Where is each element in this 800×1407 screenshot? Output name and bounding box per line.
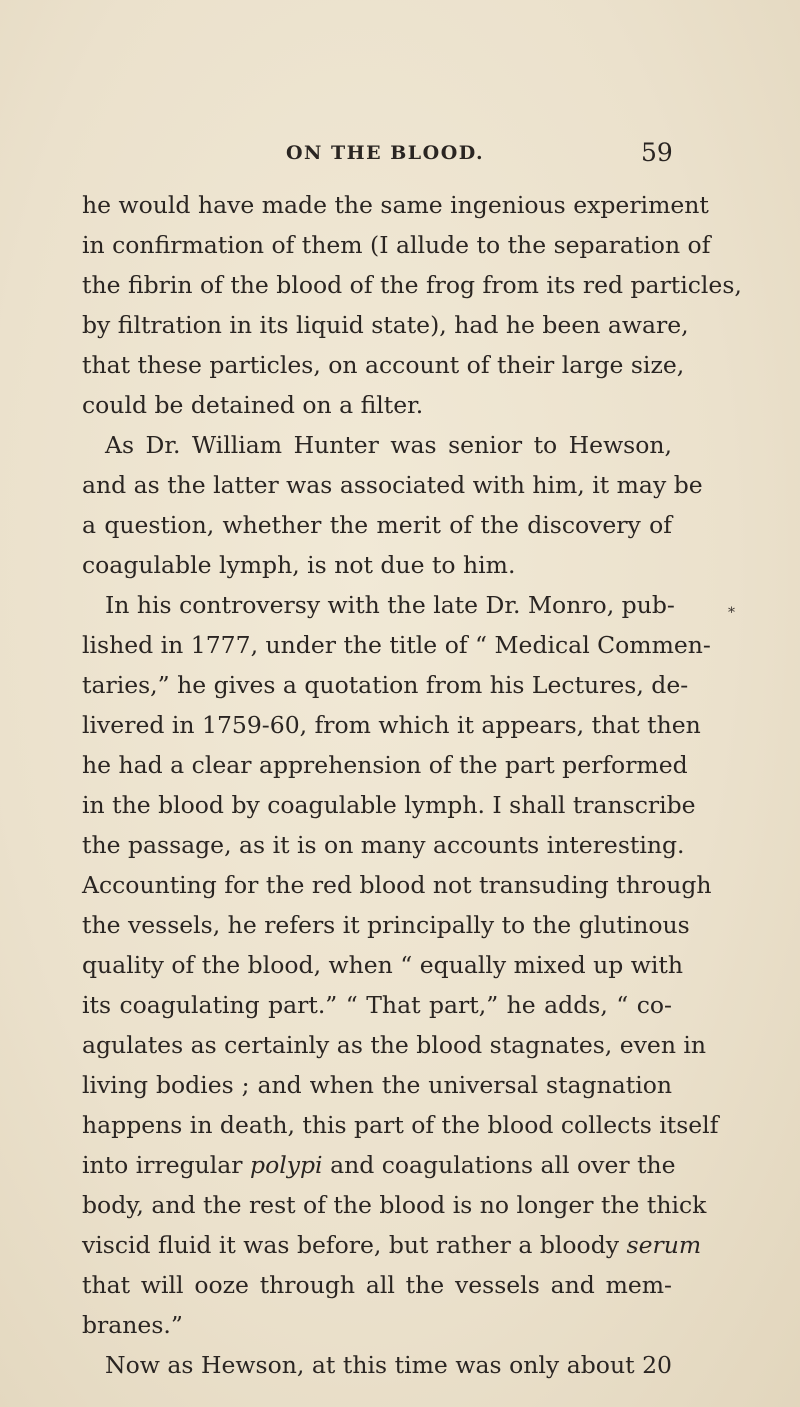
text-line: the vessels, he refers it principally to the glutinous	[82, 911, 690, 939]
text-line: that will ooze through all the vessels and mem-	[82, 1271, 672, 1299]
text-line: In his controversy with the late Dr. Monro, pub-	[105, 591, 675, 619]
text-line: quality of the blood, when “ equally mixed up with	[82, 951, 683, 979]
page-number: 59	[641, 138, 673, 167]
text-line: in the blood by coagulable lymph. I shall transcribe	[82, 791, 696, 819]
text-line: its coagulating part.” “ That part,” he adds, “ co-	[82, 991, 672, 1019]
text-line: could be detained on a filter.	[82, 391, 424, 419]
text-line: that these particles, on account of their large size,	[82, 351, 685, 379]
text-line	[82, 1225, 702, 1265]
text-segment: into irregular	[82, 1151, 243, 1179]
text-line: body, and the rest of the blood is no longer the thick	[82, 1191, 707, 1219]
text-line: Accounting for the red blood not transuding through	[82, 871, 712, 899]
text-line: in confirmation of them (I allude to the separation of	[82, 231, 711, 259]
text-line: lished in 1777, under the title of “ Medical Commen-	[82, 631, 711, 659]
running-title: ON THE BLOOD.	[286, 142, 485, 164]
text-line: the fibrin of the blood of the frog from its red particles,	[82, 271, 742, 299]
text-segment: viscid fluid it was before, but rather a bloody	[82, 1231, 620, 1259]
text-line: happens in death, this part of the blood collects itself	[82, 1111, 719, 1139]
text-segment: and coagulations all over the	[330, 1151, 676, 1179]
text-line: As Dr. William Hunter was senior to Hewson,	[105, 431, 672, 459]
text-line: the passage, as it is on many accounts interesting.	[82, 831, 685, 859]
text-line: and as the latter was associated with him, it may be	[82, 471, 703, 499]
text-line: he had a clear apprehension of the part performed	[82, 751, 688, 779]
italic-term: polypi	[250, 1151, 323, 1179]
text-line: agulates as certainly as the blood stagnates, even in	[82, 1031, 707, 1059]
text-line: living bodies ; and when the universal stagnation	[82, 1071, 672, 1099]
italic-term: serum	[626, 1231, 702, 1259]
margin-mark: *	[728, 605, 735, 621]
text-line: he would have made the same ingenious experiment	[82, 191, 709, 219]
text-line: by filtration in its liquid state), had he been aware,	[82, 311, 689, 339]
text-line	[82, 1145, 676, 1185]
text-line: a question, whether the merit of the discovery of	[82, 511, 672, 539]
text-line: branes.”	[82, 1311, 183, 1339]
text-line: livered in 1759-60, from which it appears, that then	[82, 711, 701, 739]
text-line: coagulable lymph, is not due to him.	[82, 551, 516, 579]
text-line: Now as Hewson, at this time was only about 20	[105, 1351, 672, 1379]
text-line: taries,” he gives a quotation from his Lectures, de-	[82, 671, 689, 699]
